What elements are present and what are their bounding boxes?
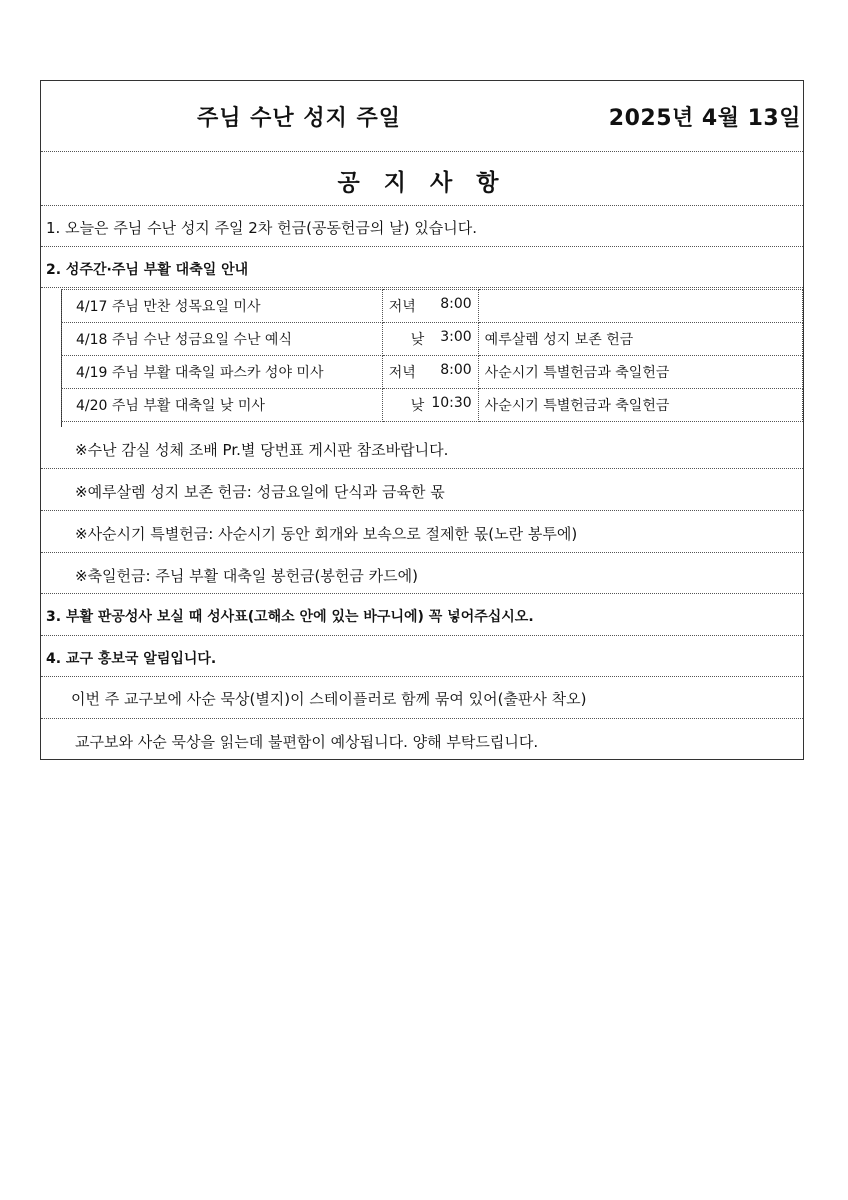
table-row [62, 389, 803, 422]
item-2-row [41, 247, 803, 288]
schedule-time: 8:00 [440, 362, 472, 378]
schedule-time: 3:00 [440, 329, 472, 345]
note-row [41, 427, 803, 469]
page-date: 2025년 4월 13일 [608, 106, 801, 131]
note-text: ※수난 감실 성체 조배 Pr.별 당번표 게시판 참조바랍니다. [75, 441, 449, 459]
item-4: 4. 교구 홍보국 알림입니다. [46, 651, 217, 667]
schedule-time: 8:00 [440, 296, 472, 312]
page-title: 주님 수난 성지 주일 [197, 106, 401, 131]
item-1-row [41, 206, 803, 247]
schedule-time: 10:30 [431, 395, 472, 411]
schedule-time-cell [382, 356, 478, 389]
schedule-time-label: 낮 [410, 398, 425, 414]
note-row [41, 511, 803, 553]
schedule-event: 4/18 주님 수난 성금요일 수난 예식 [62, 323, 383, 356]
bulletin-frame [40, 80, 804, 760]
item-4-line: 이번 주 교구보에 사순 묵상(별지)이 스테이플러로 함께 묶여 있어(출판사 착오) [71, 690, 587, 708]
schedule-time-label: 낮 [410, 332, 425, 348]
note-row [41, 553, 803, 594]
note-text: ※축일헌금: 주님 부활 대축일 봉헌금(봉헌금 카드에) [75, 567, 418, 585]
schedule-note [478, 290, 802, 323]
note-text: ※사순시기 특별헌금: 사순시기 동안 회개와 보속으로 절제한 몫(노란 봉투에) [75, 525, 578, 543]
schedule-note: 사순시기 특별헌금과 축일헌금 [478, 389, 802, 422]
item-4-line-row [41, 677, 803, 719]
item-4-line: 교구보와 사순 묵상을 읽는데 불편함이 예상됩니다. 양해 부탁드립니다. [75, 733, 539, 751]
schedule-event: 4/19 주님 부활 대축일 파스카 성야 미사 [62, 356, 383, 389]
schedule-table [61, 289, 803, 422]
note-text: ※예루살렘 성지 보존 헌금: 성금요일에 단식과 금육한 몫 [75, 483, 445, 501]
item-2: 2. 성주간·주님 부활 대축일 안내 [46, 262, 249, 278]
schedule-note: 사순시기 특별헌금과 축일헌금 [478, 356, 802, 389]
table-row [62, 356, 803, 389]
schedule-note: 예루살렘 성지 보존 헌금 [478, 323, 802, 356]
table-row [62, 323, 803, 356]
item-4-row [41, 636, 803, 677]
title-row [41, 81, 803, 152]
schedule-time-cell [382, 389, 478, 422]
schedule-time-cell [382, 323, 478, 356]
item-4-line-row [41, 719, 803, 760]
notice-heading-row [41, 152, 803, 206]
note-row [41, 469, 803, 511]
item-1: 1. 오늘은 주님 수난 성지 주일 2차 헌금(공동헌금의 날) 있습니다. [46, 219, 478, 237]
schedule-event: 4/17 주님 만찬 성목요일 미사 [62, 290, 383, 323]
item-3: 3. 부활 판공성사 보실 때 성사표(고해소 안에 있는 바구니에) 꼭 넣어주십시오. [46, 609, 534, 625]
schedule-time-cell [382, 290, 478, 323]
schedule-event: 4/20 주님 부활 대축일 낮 미사 [62, 389, 383, 422]
notice-heading: 공 지 사 항 [337, 170, 507, 196]
schedule-time-label: 저녁 [388, 299, 416, 315]
table-row [62, 290, 803, 323]
item-3-row [41, 594, 803, 636]
schedule-time-label: 저녁 [388, 365, 416, 381]
